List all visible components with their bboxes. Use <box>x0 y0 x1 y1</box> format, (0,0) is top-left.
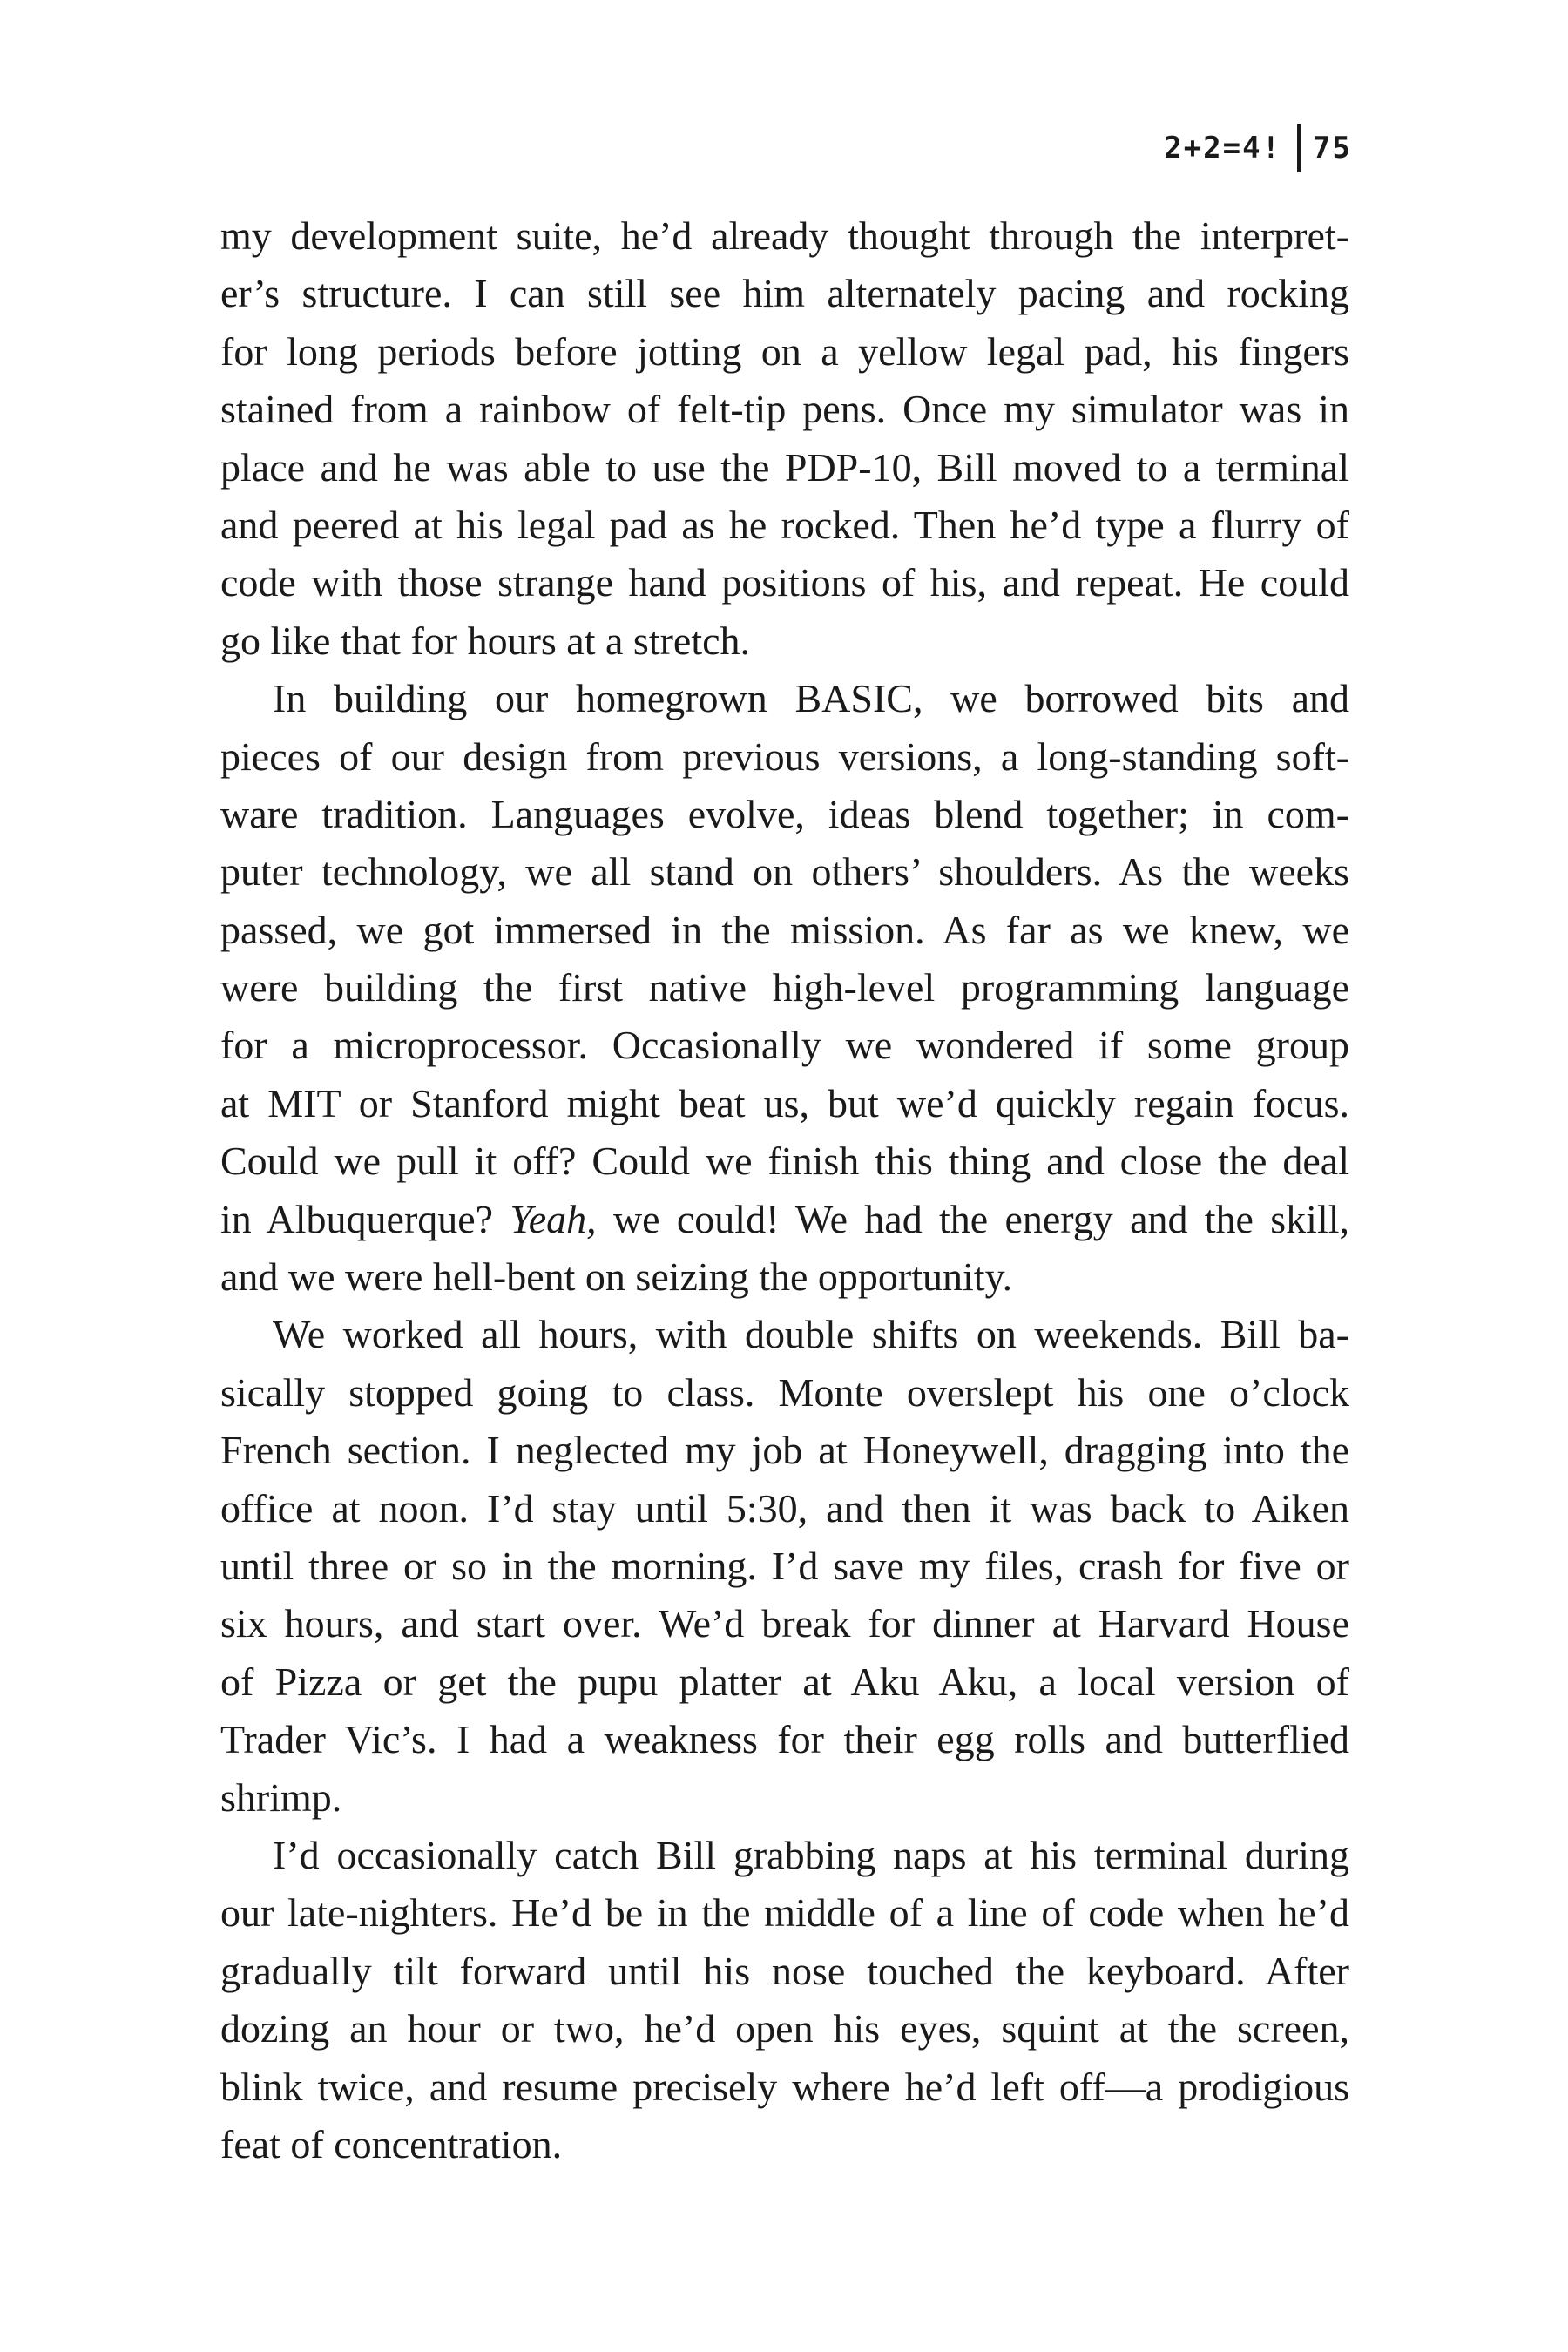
running-head-divider <box>1297 124 1301 172</box>
text-line: for a microprocessor. Occasionally we wondered if some group <box>220 1023 1349 1068</box>
italic-emphasis: Yeah, <box>510 1196 597 1241</box>
text-line: my development suite, he’d already thought through the interpret- <box>220 213 1349 258</box>
text-line: for long periods before jotting on a yellow legal pad, his fingers <box>220 328 1349 374</box>
text-line: dozing an hour or two, he’d open his eyes, squint at the screen, <box>220 2006 1349 2051</box>
text-segment: we could! We had the energy and the skill, <box>596 1196 1350 1241</box>
text-line: passed, we got immersed in the mission. As far as we knew, we <box>220 907 1349 952</box>
text-line: Trader Vic’s. I had a weakness for their egg rolls and butterflied <box>220 1717 1349 1762</box>
text-line: er’s structure. I can still see him alternately pacing and rocking <box>220 271 1349 316</box>
text-line: six hours, and start over. We’d break for dinner at Harvard House <box>220 1601 1349 1646</box>
text-line: Could we pull it off? Could we finish this thing and close the deal <box>220 1139 1349 1184</box>
running-head <box>1028 124 1352 172</box>
text-line: place and he was able to use the PDP-10, Bill moved to a terminal <box>220 444 1349 490</box>
text-line: sically stopped going to class. Monte overslept his one o’clock <box>220 1369 1349 1415</box>
text-line: at MIT or Stanford might beat us, but we’d quickly regain focus. <box>220 1080 1349 1125</box>
text-line: our late-nighters. He’d be in the middle of a line of code when he’d <box>220 1890 1349 1936</box>
page-number: 75 <box>1313 131 1352 166</box>
text-line: and we were hell-bent on seizing the opportunity. <box>220 1254 1013 1300</box>
text-line: shrimp. <box>220 1774 342 1820</box>
text-line: office at noon. I’d stay until 5:30, and then it was back to Aiken <box>220 1485 1349 1531</box>
text-line: of Pizza or get the pupu platter at Aku Aku, a local version of <box>220 1659 1349 1704</box>
body-text <box>220 207 1349 2173</box>
text-line: and peered at his legal pad as he rocked. Then he’d type a flurry of <box>220 502 1349 547</box>
text-line: pieces of our design from previous versions, a long-standing soft- <box>220 733 1349 779</box>
text-line: I’d occasionally catch Bill grabbing naps at his terminal during <box>273 1832 1349 1877</box>
text-line: We worked all hours, with double shifts on weekends. Bill ba- <box>273 1312 1349 1357</box>
text-line: code with those strange hand positions of his, and repeat. He could <box>220 560 1349 605</box>
text-line: until three or so in the morning. I’d save my files, crash for five or <box>220 1543 1349 1588</box>
text-line: feat of concentration. <box>220 2121 563 2166</box>
text-line <box>220 1191 1349 1248</box>
text-segment: in Albuquerque? <box>220 1196 510 1241</box>
text-line: stained from a rainbow of felt-tip pens. Once my simulator was in <box>220 387 1349 432</box>
text-line: In building our homegrown BASIC, we borrowed bits and <box>273 676 1349 721</box>
text-line: were building the first native high-level programming language <box>220 965 1349 1010</box>
text-line: go like that for hours at a stretch. <box>220 618 751 663</box>
text-line: puter technology, we all stand on others’ shoulders. As the weeks <box>220 849 1349 895</box>
text-line: ware tradition. Languages evolve, ideas blend together; in com- <box>220 791 1349 836</box>
text-line: gradually tilt forward until his nose touched the keyboard. After <box>220 1948 1349 1993</box>
text-line: French section. I neglected my job at Honeywell, dragging into the <box>220 1428 1349 1473</box>
text-line: blink twice, and resume precisely where he’d left off—a prodigious <box>220 2064 1349 2109</box>
running-head-title: 2+2=4! <box>1164 131 1282 166</box>
